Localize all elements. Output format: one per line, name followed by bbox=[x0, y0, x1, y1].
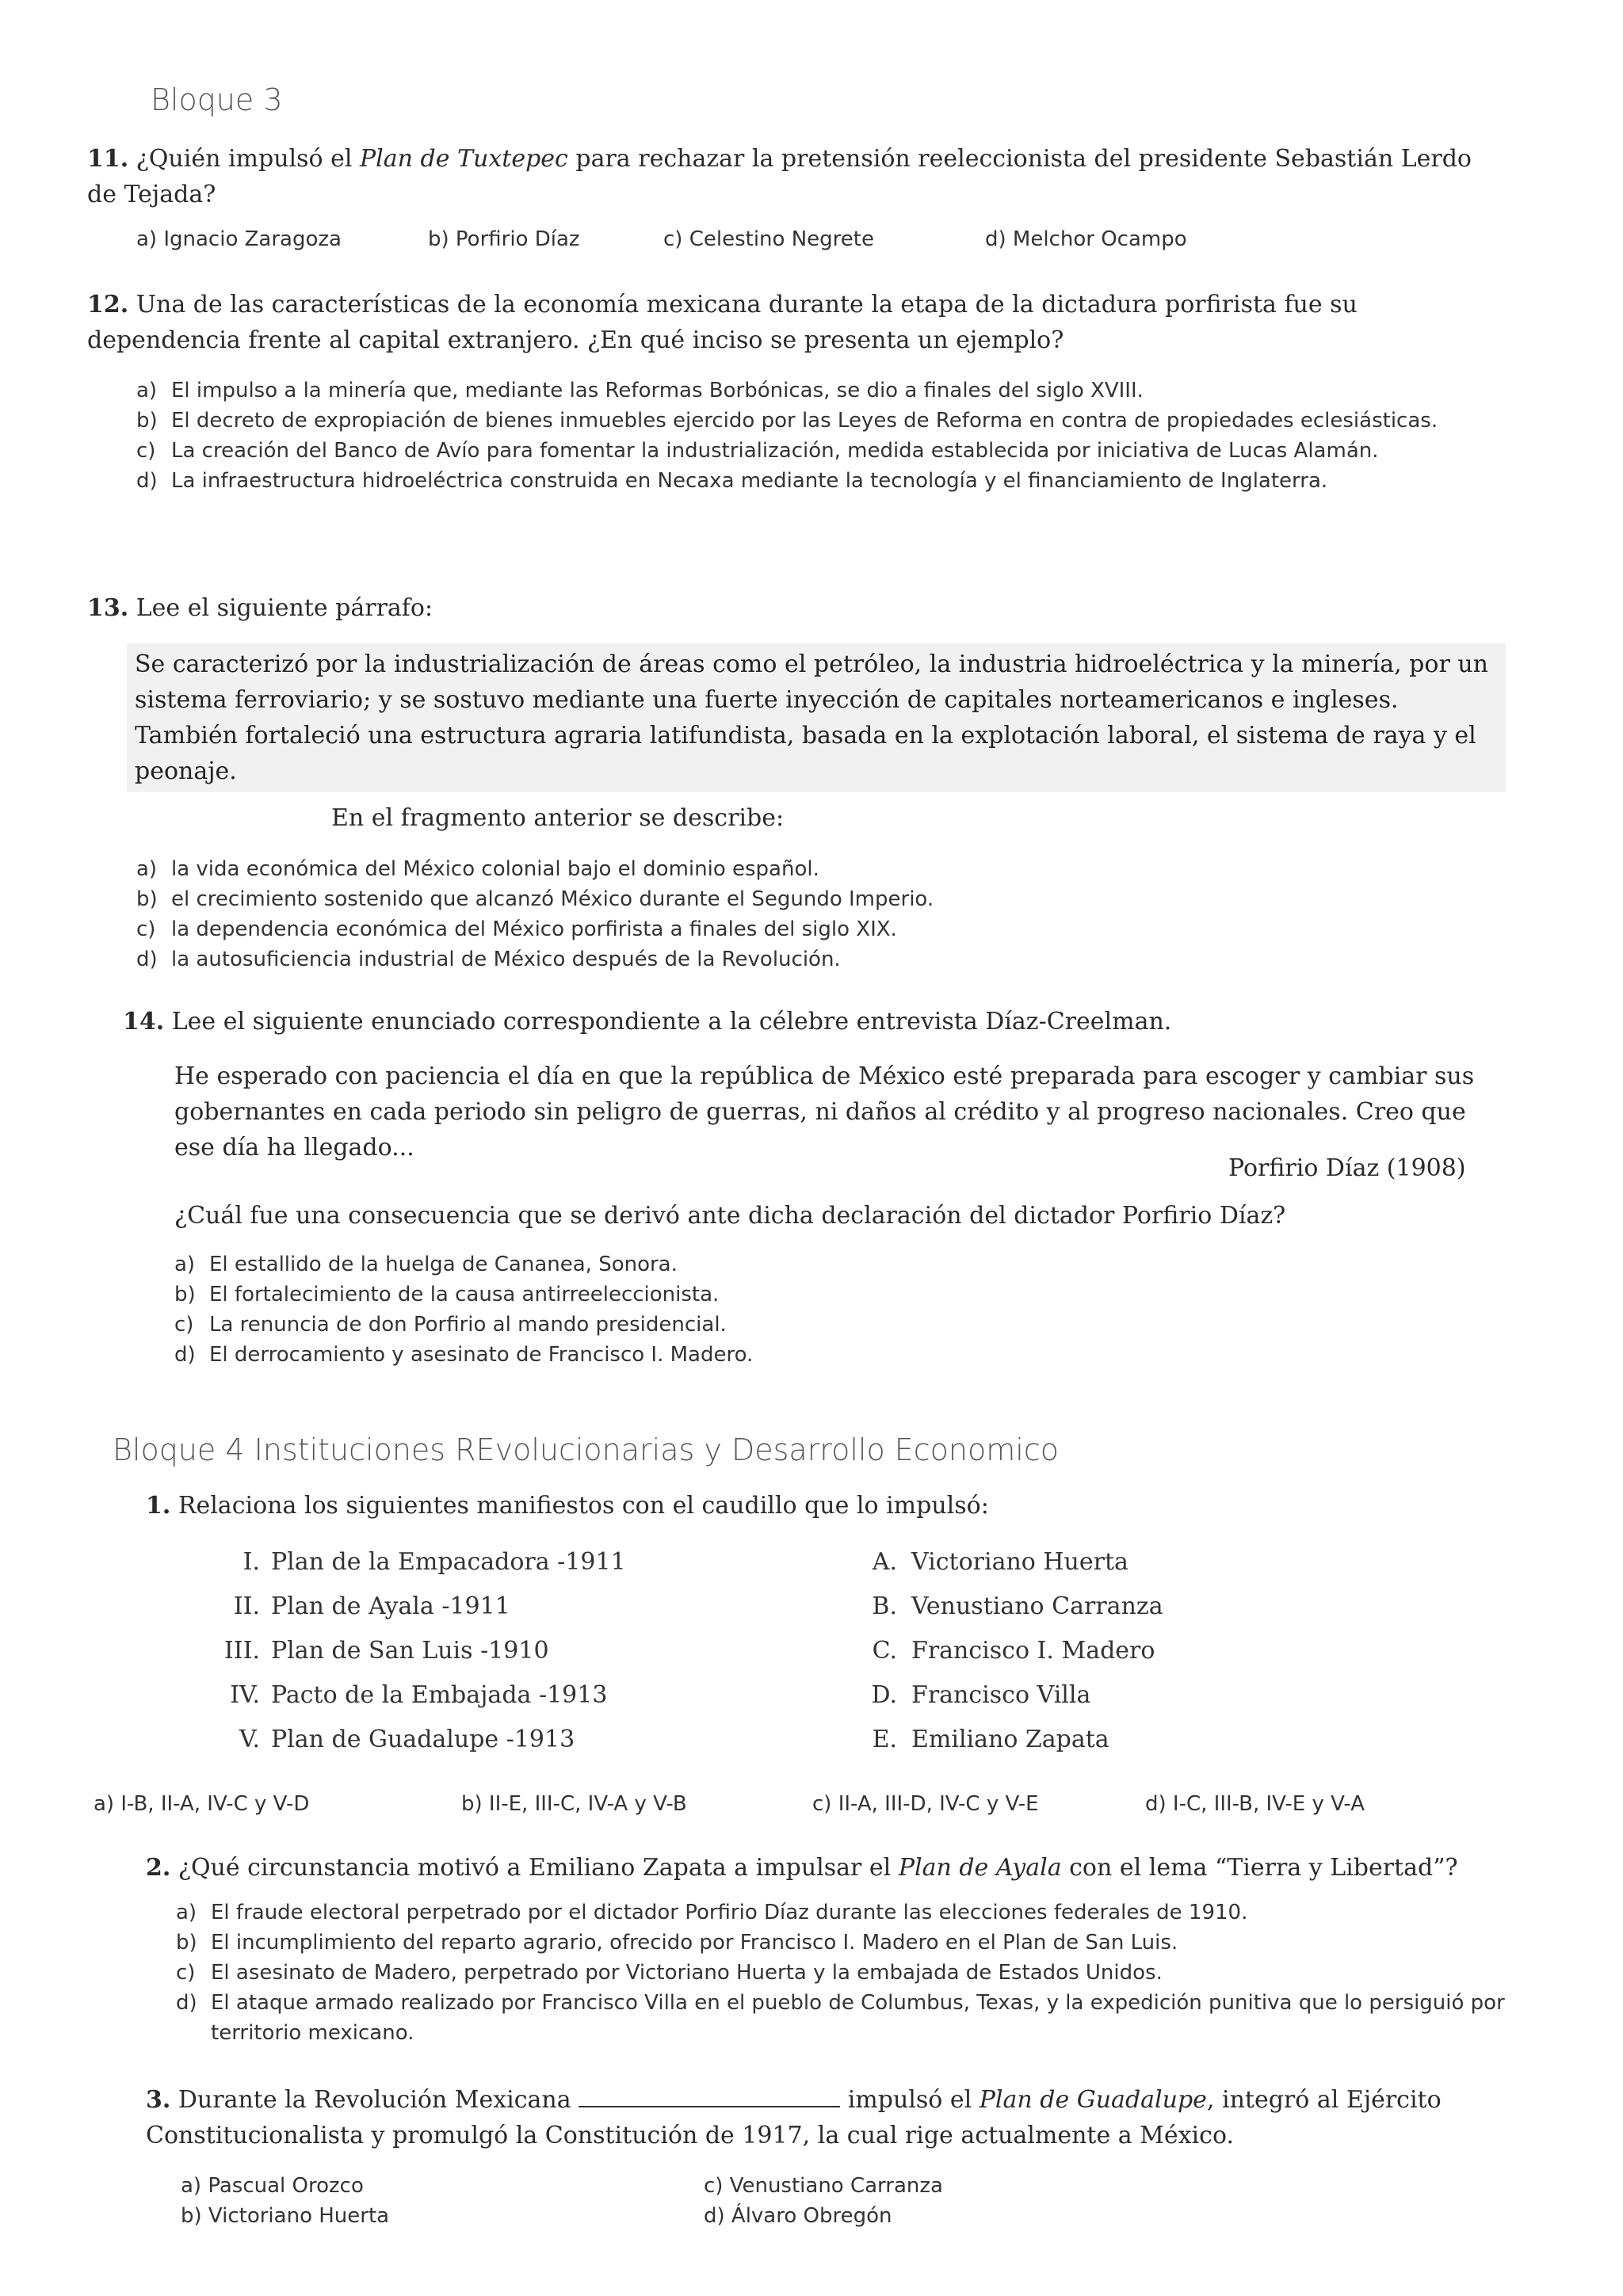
option-a[interactable]: a) la vida económica del México colonial bajo el dominio español. bbox=[136, 857, 819, 881]
question-14-prompt: ¿Cuál fue una consecuencia que se derivó ante dicha declaración del dictador Porfirio Díaz? bbox=[174, 1202, 1286, 1230]
question-text: Durante la Revolución Mexicana impulsó el Plan de Guadalupe, integró al Ejército Constitucionalista y promulgó la Constitución de 1917, la cual rige actualmente a México. bbox=[146, 2086, 1442, 2149]
bloque3-title: Bloque 3 bbox=[151, 82, 283, 117]
option-b[interactable]: b) Victoriano Huerta bbox=[181, 2204, 390, 2228]
quote-text: He esperado con paciencia el día en que la república de México esté preparada para escoger y cambiar sus gobernantes en cada periodo sin peligro de guerras, ni daños al crédito y al progreso nacionales. Creo que ese día ha llegado... bbox=[174, 1062, 1475, 1161]
question-text: Lee el siguiente enunciado correspondiente a la célebre entrevista Díaz-Creelman. bbox=[171, 1008, 1172, 1035]
question-11 bbox=[87, 141, 1506, 212]
option-b[interactable]: b) II-E, III-C, IV-A y V-B bbox=[461, 1792, 687, 1816]
option-b[interactable]: b) el crecimiento sostenido que alcanzó México durante el Segundo Imperio. bbox=[136, 887, 934, 911]
option-d[interactable]: d) La infraestructura hidroeléctrica construida en Necaxa mediante la tecnología y el financiamiento de Inglaterra. bbox=[136, 469, 1328, 493]
question-number: 11. bbox=[87, 145, 129, 173]
question-text: Relaciona los siguientes manifiestos con el caudillo que lo impulsó: bbox=[178, 1492, 989, 1520]
option-b[interactable]: b) El incumplimiento del reparto agrario, ofrecido por Francisco I. Madero en el Plan de San Luis. bbox=[176, 1931, 1178, 1955]
bloque4-question-3-options-right bbox=[704, 2171, 943, 2231]
bloque4-question-1-options bbox=[94, 1789, 1365, 1819]
option-c[interactable]: c) Celestino Negrete bbox=[663, 227, 874, 251]
question-text: Una de las características de la economía mexicana durante la etapa de la dictadura porfirista fue su dependencia frente al capital extranjero. ¿En qué inciso se presenta un ejemplo? bbox=[87, 291, 1358, 354]
bloque4-question-1 bbox=[146, 1488, 989, 1524]
list-item: E. Emiliano Zapata bbox=[872, 1726, 1109, 1753]
option-a[interactable]: a) Ignacio Zaragoza bbox=[136, 227, 342, 251]
list-item: III. Plan de San Luis -1910 bbox=[223, 1637, 549, 1665]
question-13 bbox=[87, 590, 433, 626]
question-number: 2. bbox=[146, 1854, 171, 1882]
option-a[interactable]: a) El fraude electoral perpetrado por el dictador Porfirio Díaz durante las elecciones federales de 1910. bbox=[176, 1901, 1248, 1924]
option-d[interactable]: d) El derrocamiento y asesinato de Francisco I. Madero. bbox=[174, 1343, 754, 1367]
option-b[interactable]: b) El decreto de expropiación de bienes inmuebles ejercido por las Leyes de Reforma en contra de propiedades eclesiásticas. bbox=[136, 409, 1438, 433]
option-c[interactable]: c) La creación del Banco de Avío para fomentar la industrialización, medida establecida por iniciativa de Lucas Alamán. bbox=[136, 439, 1379, 463]
list-item: B. Venustiano Carranza bbox=[872, 1592, 1163, 1620]
question-14 bbox=[123, 1004, 1171, 1039]
question-13-options bbox=[136, 854, 1491, 974]
option-a[interactable]: a) Pascual Orozco bbox=[181, 2174, 364, 2198]
question-11-options bbox=[136, 224, 1187, 254]
list-item: I. Plan de la Empacadora -1911 bbox=[242, 1548, 626, 1576]
answer-blank[interactable] bbox=[579, 2082, 840, 2107]
bloque4-question-3-options-left bbox=[181, 2171, 389, 2231]
option-a[interactable]: a) El impulso a la minería que, mediante las Reformas Borbónicas, se dio a finales del siglo XVIII. bbox=[136, 379, 1144, 402]
question-number: 3. bbox=[146, 2086, 171, 2114]
option-d[interactable]: d) la autosuficiencia industrial de México después de la Revolución. bbox=[136, 948, 841, 971]
question-text: Lee el siguiente párrafo: bbox=[136, 594, 433, 622]
question-text: ¿Quién impulsó el Plan de Tuxtepec para rechazar la pretensión reeleccionista del presidente Sebastián Lerdo de Tejada? bbox=[87, 145, 1472, 208]
question-text: ¿Qué circunstancia motivó a Emiliano Zapata a impulsar el Plan de Ayala con el lema “Tierra y Libertad”? bbox=[178, 1854, 1458, 1882]
option-d[interactable]: d) Álvaro Obregón bbox=[704, 2204, 892, 2228]
bloque4-question-3 bbox=[146, 2082, 1564, 2153]
question-number: 12. bbox=[87, 291, 129, 318]
passage-box: Se caracterizó por la industrialización de áreas como el petróleo, la industria hidroeléctrica y la minería, por un sistema ferroviario; y se sostuvo mediante una fuerte inyección de capitales norteamericanos e ingleses. También fortaleció una estructura agraria latifundista, basada en la explotación laboral, el sistema de raya y el peonaje. bbox=[127, 643, 1506, 792]
option-c[interactable]: c) II-A, III-D, IV-C y V-E bbox=[812, 1792, 1039, 1816]
question-number: 14. bbox=[123, 1008, 165, 1035]
question-number: 1. bbox=[146, 1492, 171, 1520]
option-b[interactable]: b) El fortalecimiento de la causa antirreeleccionista. bbox=[174, 1283, 720, 1306]
list-item: D. Francisco Villa bbox=[871, 1681, 1091, 1709]
question-12-options bbox=[136, 376, 1491, 496]
list-item: V. Plan de Guadalupe -1913 bbox=[239, 1726, 575, 1753]
option-d[interactable]: d) El ataque armado realizado por Francisco Villa en el pueblo de Columbus, Texas, y la expedición punitiva que lo persiguió por territorio mexicano. bbox=[176, 1991, 1505, 2045]
option-d[interactable]: d) Melchor Ocampo bbox=[985, 227, 1187, 251]
option-a[interactable]: a) El estallido de la huelga de Cananea, Sonora. bbox=[174, 1253, 678, 1276]
quote-attribution: Porfirio Díaz (1908) bbox=[1228, 1154, 1466, 1182]
option-c[interactable]: c) El asesinato de Madero, perpetrado por Victoriano Huerta y la embajada de Estados Unidos. bbox=[176, 1961, 1163, 1985]
option-a[interactable]: a) I-B, II-A, IV-C y V-D bbox=[94, 1792, 310, 1816]
option-d[interactable]: d) I-C, III-B, IV-E y V-A bbox=[1145, 1792, 1365, 1816]
option-b[interactable]: b) Porfirio Díaz bbox=[428, 227, 580, 251]
bloque4-question-2 bbox=[146, 1850, 1458, 1886]
list-item: II. Plan de Ayala -1911 bbox=[233, 1592, 510, 1620]
question-12 bbox=[87, 287, 1506, 358]
option-c[interactable]: c) La renuncia de don Porfirio al mando presidencial. bbox=[174, 1313, 727, 1337]
question-14-options bbox=[174, 1249, 1490, 1370]
option-c[interactable]: c) Venustiano Carranza bbox=[704, 2174, 943, 2198]
bloque4-title: Bloque 4 Instituciones REvolucionarias y Desarrollo Economico bbox=[113, 1432, 1059, 1467]
option-c[interactable]: c) la dependencia económica del México porfirista a finales del siglo XIX. bbox=[136, 917, 897, 941]
question-number: 13. bbox=[87, 594, 129, 622]
bloque4-question-2-options bbox=[176, 1897, 1559, 2048]
list-item: C. Francisco I. Madero bbox=[872, 1637, 1155, 1665]
list-item: IV. Pacto de la Embajada -1913 bbox=[230, 1681, 608, 1709]
matching-right-column bbox=[865, 1540, 1163, 1762]
matching-left-column bbox=[212, 1540, 626, 1762]
question-13-prompt: En el fragmento anterior se describe: bbox=[331, 804, 785, 832]
list-item: A. Victoriano Huerta bbox=[872, 1548, 1128, 1576]
